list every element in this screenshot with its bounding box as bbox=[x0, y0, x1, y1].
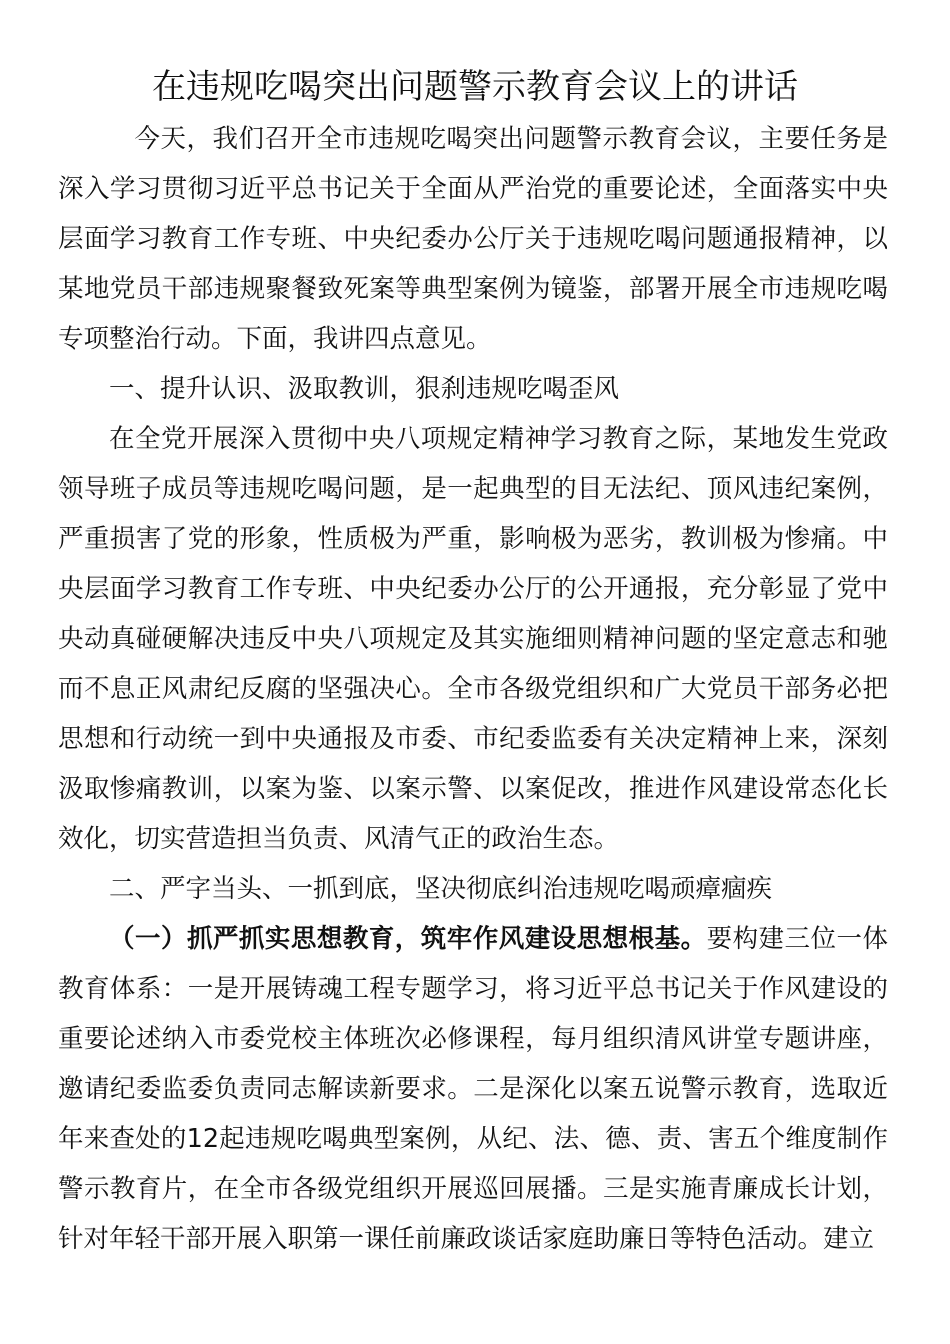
subsection-paragraph bbox=[58, 914, 888, 1264]
section-one-paragraph: 在全党开展深入贯彻中央八项规定精神学习教育之际，某地发生党政领导班子成员等违规吃喝问题，是一起典型的目无法纪、顶风违纪案例，严重损害了党的形象，性质极为严重，影响极为恶劣，教训极为惨痛。中央层面学习教育工作专班、中央纪委办公厅的公开通报，充分彰显了党中央动真碰硬解决违反中央八项规定及其实施细则精神问题的坚定意志和驰而不息正风肃纪反腐的坚强决心。全市各级党组织和广大党员干部务必把思想和行动统一到中央通报及市委、市纪委监委有关决定精神上来，深刻汲取惨痛教训，以案为鉴、以案示警、以案促改，推进作风建设常态化长效化，切实营造担当负责、风清气正的政治生态。 bbox=[58, 424, 888, 854]
subsection-text: 要构建三位一体教育体系：一是开展铸魂工程专题学习，将习近平总书记关于作风建设的重要论述纳入市委党校主体班次必修课程，每月组织清风讲堂专题讲座，邀请纪委监委负责同志解读新要求。二是深化以案五说警示教育，选取近年来查处的12起违规吃喝典型案例，从纪、法、德、责、害五个维度制作警示教育片，在全市各级党组织开展巡回展播。三是实施青廉成长计划，针对年轻干部开展入职第一课任前廉政谈话家庭助廉日等特色活动。建立 bbox=[58, 924, 888, 1254]
document-body bbox=[58, 114, 888, 1264]
section-heading-one: 一、提升认识、汲取教训，狠刹违规吃喝歪风 bbox=[109, 374, 620, 404]
subsection-heading: （一）抓严抓实思想教育，筑牢作风建设思想根基。 bbox=[109, 924, 707, 954]
section-heading-two: 二、严字当头、一抓到底，坚决彻底纠治违规吃喝顽瘴痼疾 bbox=[109, 874, 773, 904]
document-title: 在违规吃喝突出问题警示教育会议上的讲话 bbox=[152, 67, 798, 107]
intro-paragraph: 今天，我们召开全市违规吃喝突出问题警示教育会议，主要任务是深入学习贯彻习近平总书记关于全面从严治党的重要论述，全面落实中央层面学习教育工作专班、中央纪委办公厅关于违规吃喝问题通报精神，以某地党员干部违规聚餐致死案等典型案例为镜鉴，部署开展全市违规吃喝专项整治行动。下面，我讲四点意见。 bbox=[58, 124, 888, 354]
